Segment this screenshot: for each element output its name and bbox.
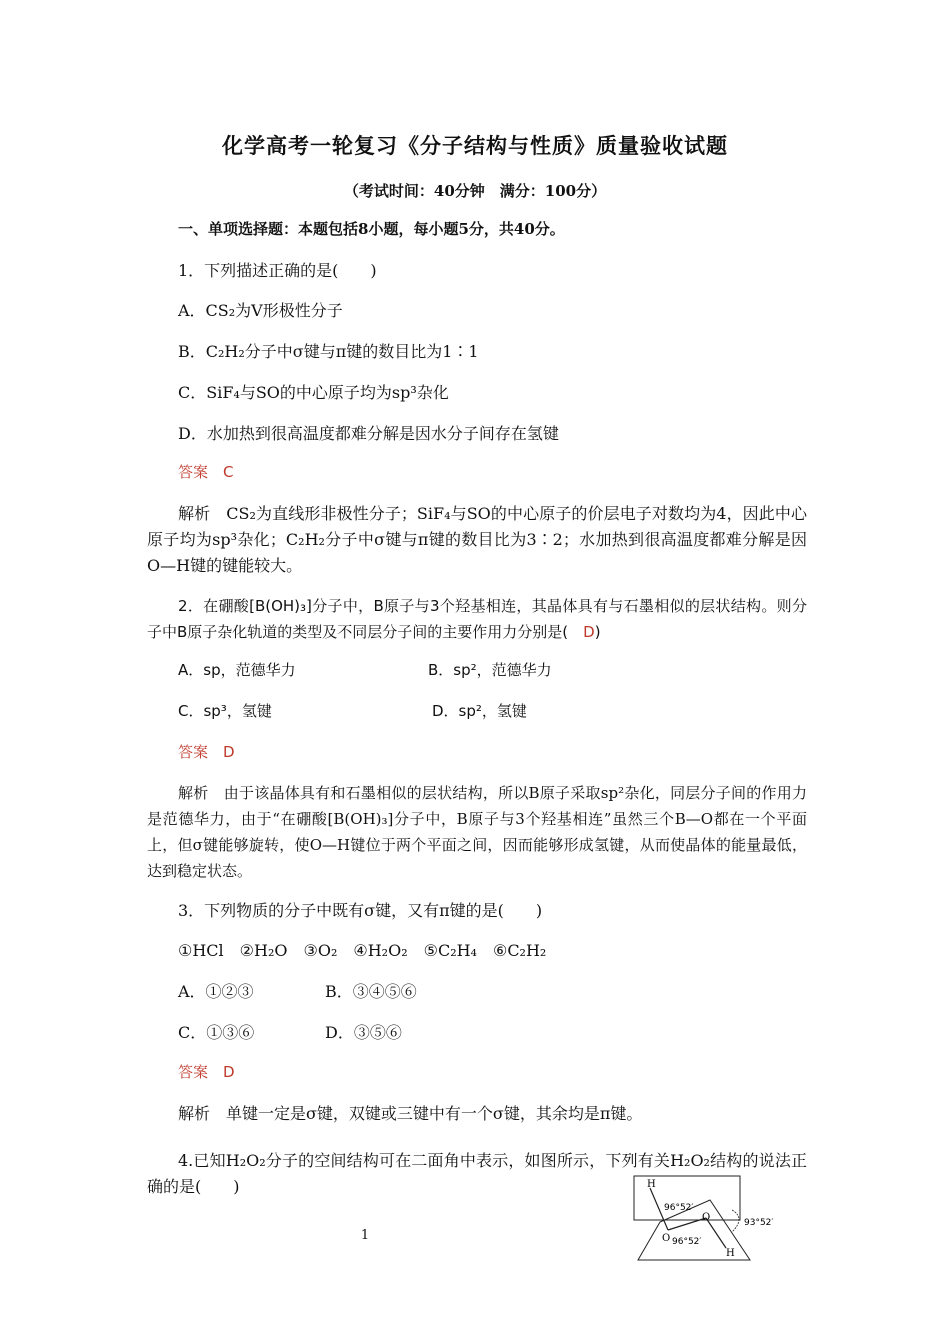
q2-answer: 答案 D	[178, 743, 235, 761]
q2-stem-text: 2．在硼酸[B(OH)₃]分子中，B原子与3个羟基相连，其晶体具有与石墨相似的层状结构。则分子中B原子杂化轨道的类型及不同层分子间的主要作用力分别是(	[147, 597, 807, 641]
q2-analysis-text: 解析 由于该晶体具有和石墨相似的层状结构，所以B原子采取sp²杂化，同层分子间的作用力是范德华力，由于“在硼酸[B(OH)₃]分子中，B原子与3个羟基相连”虽然三个B—O都在一个平面上，但σ键能够旋转，使O—H键位于两个平面之间，因而能够形成氢键，从而使晶体的能量最低，达到稳定状态。	[147, 784, 807, 880]
q1-option-a: A．CS₂为V形极性分子	[178, 301, 343, 320]
label-h1: H	[647, 1179, 656, 1190]
q1-option-b: B．C₂H₂分子中σ键与π键的数目比为1∶1	[178, 342, 479, 361]
page-number: 1	[360, 1228, 370, 1243]
q1-option-d: D．水加热到很高温度都难分解是因水分子间存在氢键	[178, 424, 559, 443]
q2-analysis	[147, 780, 807, 884]
q2-option-a: A．sp，范德华力	[178, 661, 296, 679]
label-dihedral: 93°52′	[744, 1218, 774, 1228]
label-angle1: 96°52′	[664, 1203, 694, 1213]
q3-analysis: 解析 单键一定是σ键，双键或三键中有一个σ键，其余均是π键。	[178, 1104, 643, 1123]
q3-option-b: B．③④⑤⑥	[325, 982, 417, 1001]
q2-marked-answer: D	[583, 623, 595, 641]
q4-stem-text: 4.已知H₂O₂分子的空间结构可在二面角中表示，如图所示，下列有关H₂O₂结构的说法正确的是( )	[147, 1151, 807, 1196]
q1-analysis-text: 解析 CS₂为直线形非极性分子；SiF₄与SO的中心原子的价层电子对数均为4，因此中心原子均为sp³杂化；C₂H₂分子中σ键与π键的数目比为3∶2；水加热到很高温度都难分解是因O—H键的键能较大。	[147, 504, 807, 575]
h2o2-dihedral-figure	[620, 1170, 800, 1270]
label-h2: H	[726, 1248, 735, 1259]
q1-stem: 1．下列描述正确的是( )	[178, 261, 377, 280]
dihedral-arc	[732, 1210, 739, 1232]
q3-option-a: A．①②③	[178, 982, 254, 1001]
q2-stem	[147, 593, 807, 645]
q2-stem-close: )	[594, 623, 601, 641]
section-heading: 一、单项选择题：本题包括8小题，每小题5分，共40分。	[178, 220, 565, 238]
q2-option-c: C．sp³，氢键	[178, 702, 272, 720]
q3-option-c: C．①③⑥	[178, 1023, 255, 1042]
q3-items: ①HCl ②H₂O ③O₂ ④H₂O₂ ⑤C₂H₄ ⑥C₂H₂	[178, 941, 547, 960]
label-o1: O	[662, 1233, 671, 1244]
q2-option-d: D．sp²，氢键	[432, 702, 527, 720]
q3-answer: 答案 D	[178, 1063, 235, 1081]
q1-answer: 答案 C	[178, 463, 234, 481]
q3-option-d: D．③⑤⑥	[325, 1023, 402, 1042]
q2-option-b: B．sp²，范德华力	[428, 661, 552, 679]
document-title: 化学高考一轮复习《分子结构与性质》质量验收试题	[222, 133, 728, 158]
label-angle2: 96°52′	[672, 1237, 702, 1247]
q3-stem: 3．下列物质的分子中既有σ键，又有π键的是( )	[178, 901, 543, 920]
label-o2: O	[702, 1212, 711, 1223]
q1-analysis	[147, 501, 807, 579]
exam-info: （考试时间：40分钟 满分：100分）	[343, 182, 607, 200]
q1-option-c: C．SiF₄与SO的中心原子均为sp³杂化	[178, 383, 449, 402]
